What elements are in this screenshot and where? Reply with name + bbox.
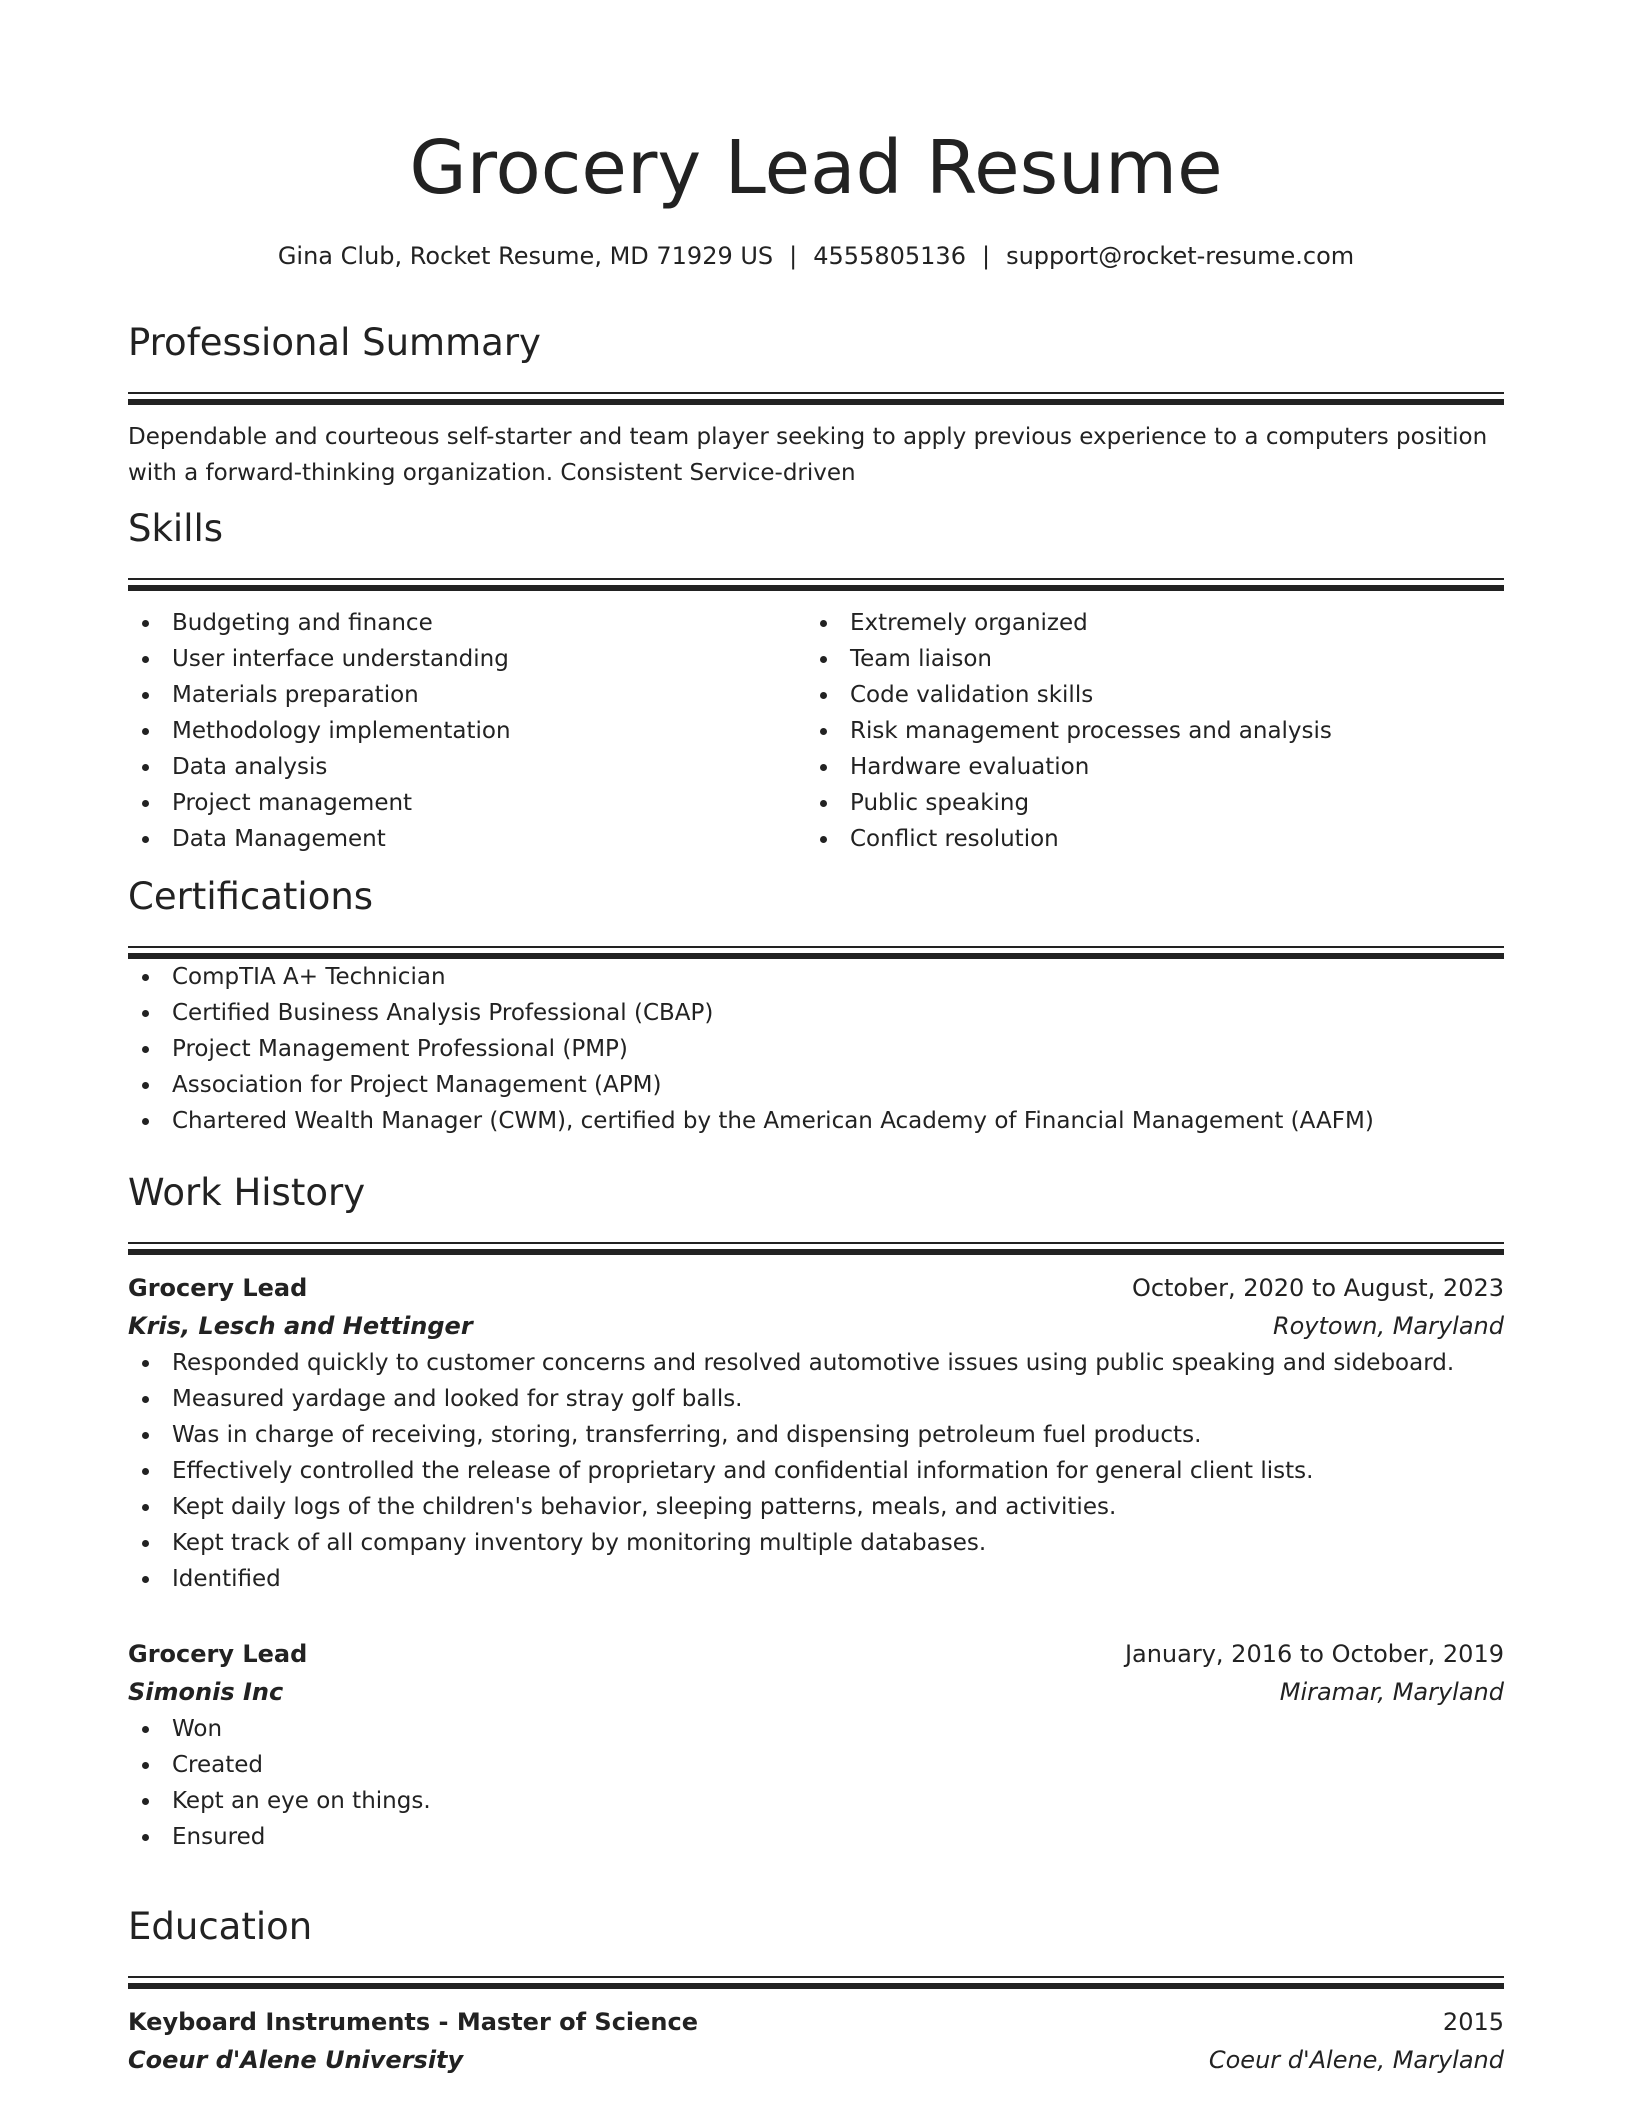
job-duty-item: Responded quickly to customer concerns and resolved automotive issues using public speaking and sideboard. bbox=[128, 1345, 1504, 1381]
summary-text: Dependable and courteous self-starter and team player seeking to apply previous experience to a computers position with a forward-thinking organization. Consistent Service-driven bbox=[128, 424, 1488, 486]
skill-item: Hardware evaluation bbox=[806, 749, 1484, 785]
skill-item: Data analysis bbox=[128, 749, 806, 785]
education-entry bbox=[128, 2003, 1504, 2079]
section-divider bbox=[128, 578, 1504, 580]
section-divider bbox=[128, 946, 1504, 948]
job-employer: Kris, Lesch and Hettinger bbox=[128, 1312, 473, 1340]
job-entry bbox=[128, 1269, 1504, 1597]
skill-item: Risk management processes and analysis bbox=[806, 713, 1484, 749]
skill-item: User interface understanding bbox=[128, 641, 806, 677]
contact-separator: | bbox=[789, 242, 798, 270]
summary-section bbox=[128, 318, 1504, 491]
job-title: Grocery Lead bbox=[128, 1274, 308, 1302]
education-heading: Education bbox=[128, 1905, 313, 1948]
job-header-row bbox=[128, 1635, 1504, 1673]
section-divider bbox=[128, 1983, 1504, 1989]
education-year: 2015 bbox=[1442, 2008, 1504, 2036]
job-location: Miramar, Maryland bbox=[1279, 1678, 1504, 1706]
resume-title: Grocery Lead Resume bbox=[409, 125, 1223, 211]
section-divider bbox=[128, 1249, 1504, 1255]
education-degree: Keyboard Instruments - Master of Science bbox=[128, 2008, 699, 2036]
job-duties-list bbox=[128, 1711, 1504, 1855]
education-location: Coeur d'Alene, Maryland bbox=[1208, 2046, 1504, 2074]
contact-email: support@rocket-resume.com bbox=[1006, 242, 1355, 270]
job-dates: January, 2016 to October, 2019 bbox=[1124, 1640, 1504, 1668]
skill-item: Public speaking bbox=[806, 785, 1484, 821]
certification-item: Association for Project Management (APM) bbox=[128, 1067, 1504, 1103]
skills-column-left bbox=[128, 605, 806, 857]
section-divider bbox=[128, 399, 1504, 405]
summary-heading: Professional Summary bbox=[128, 321, 541, 364]
contact-separator: | bbox=[981, 242, 991, 270]
certifications-heading: Certifications bbox=[128, 875, 374, 918]
job-location: Roytown, Maryland bbox=[1272, 1312, 1504, 1340]
skill-item: Methodology implementation bbox=[128, 713, 806, 749]
skill-item: Data Management bbox=[128, 821, 806, 857]
certifications-list bbox=[128, 959, 1504, 1139]
contact-phone: 4555805136 bbox=[813, 242, 966, 270]
certification-item: Certified Business Analysis Professional (CBAP) bbox=[128, 995, 1504, 1031]
job-duty-item: Measured yardage and looked for stray golf balls. bbox=[128, 1381, 1504, 1417]
skill-item: Conflict resolution bbox=[806, 821, 1484, 857]
section-divider bbox=[128, 585, 1504, 591]
job-dates: October, 2020 to August, 2023 bbox=[1131, 1274, 1504, 1302]
section-divider bbox=[128, 392, 1504, 394]
skill-item: Materials preparation bbox=[128, 677, 806, 713]
job-entry bbox=[128, 1635, 1504, 1855]
job-duty-item: Kept an eye on things. bbox=[128, 1783, 1504, 1819]
skills-column-right bbox=[806, 605, 1484, 857]
job-duty-item: Created bbox=[128, 1747, 1504, 1783]
work-history-heading: Work History bbox=[128, 1171, 366, 1214]
job-duty-item: Was in charge of receiving, storing, transferring, and dispensing petroleum fuel products. bbox=[128, 1417, 1504, 1453]
skills-list-left bbox=[128, 605, 806, 857]
skills-section bbox=[128, 504, 1504, 857]
education-school: Coeur d'Alene University bbox=[128, 2046, 464, 2074]
skills-columns bbox=[128, 605, 1504, 857]
skill-item: Code validation skills bbox=[806, 677, 1484, 713]
certifications-section bbox=[128, 872, 1504, 1139]
certification-item: Project Management Professional (PMP) bbox=[128, 1031, 1504, 1067]
contact-address: Gina Club, Rocket Resume, MD 71929 US bbox=[277, 242, 774, 270]
section-divider bbox=[128, 1242, 1504, 1244]
job-duty-item: Identified bbox=[128, 1561, 1504, 1597]
job-duty-item: Effectively controlled the release of proprietary and confidential information for general client lists. bbox=[128, 1453, 1504, 1489]
job-duties-list bbox=[128, 1345, 1504, 1597]
skill-item: Team liaison bbox=[806, 641, 1484, 677]
section-divider bbox=[128, 1976, 1504, 1978]
skill-item: Extremely organized bbox=[806, 605, 1484, 641]
job-employer-row bbox=[128, 1673, 1504, 1711]
job-duty-item: Kept daily logs of the children's behavior, sleeping patterns, meals, and activities. bbox=[128, 1489, 1504, 1525]
skill-item: Budgeting and finance bbox=[128, 605, 806, 641]
skills-heading: Skills bbox=[128, 507, 224, 550]
job-duty-item: Ensured bbox=[128, 1819, 1504, 1855]
work-history-section bbox=[128, 1168, 1504, 1855]
certification-item: Chartered Wealth Manager (CWM), certified by the American Academy of Financial Management (AAFM) bbox=[128, 1103, 1504, 1139]
education-header-row bbox=[128, 2003, 1504, 2041]
education-section bbox=[128, 1902, 1504, 2079]
job-duty-item: Kept track of all company inventory by monitoring multiple databases. bbox=[128, 1525, 1504, 1561]
skill-item: Project management bbox=[128, 785, 806, 821]
job-header-row bbox=[128, 1269, 1504, 1307]
job-employer: Simonis Inc bbox=[128, 1678, 284, 1706]
skills-list-right bbox=[806, 605, 1484, 857]
education-school-row bbox=[128, 2041, 1504, 2079]
job-title: Grocery Lead bbox=[128, 1640, 308, 1668]
job-employer-row bbox=[128, 1307, 1504, 1345]
certification-item: CompTIA A+ Technician bbox=[128, 959, 1504, 995]
contact-line bbox=[128, 236, 1504, 276]
job-duty-item: Won bbox=[128, 1711, 1504, 1747]
